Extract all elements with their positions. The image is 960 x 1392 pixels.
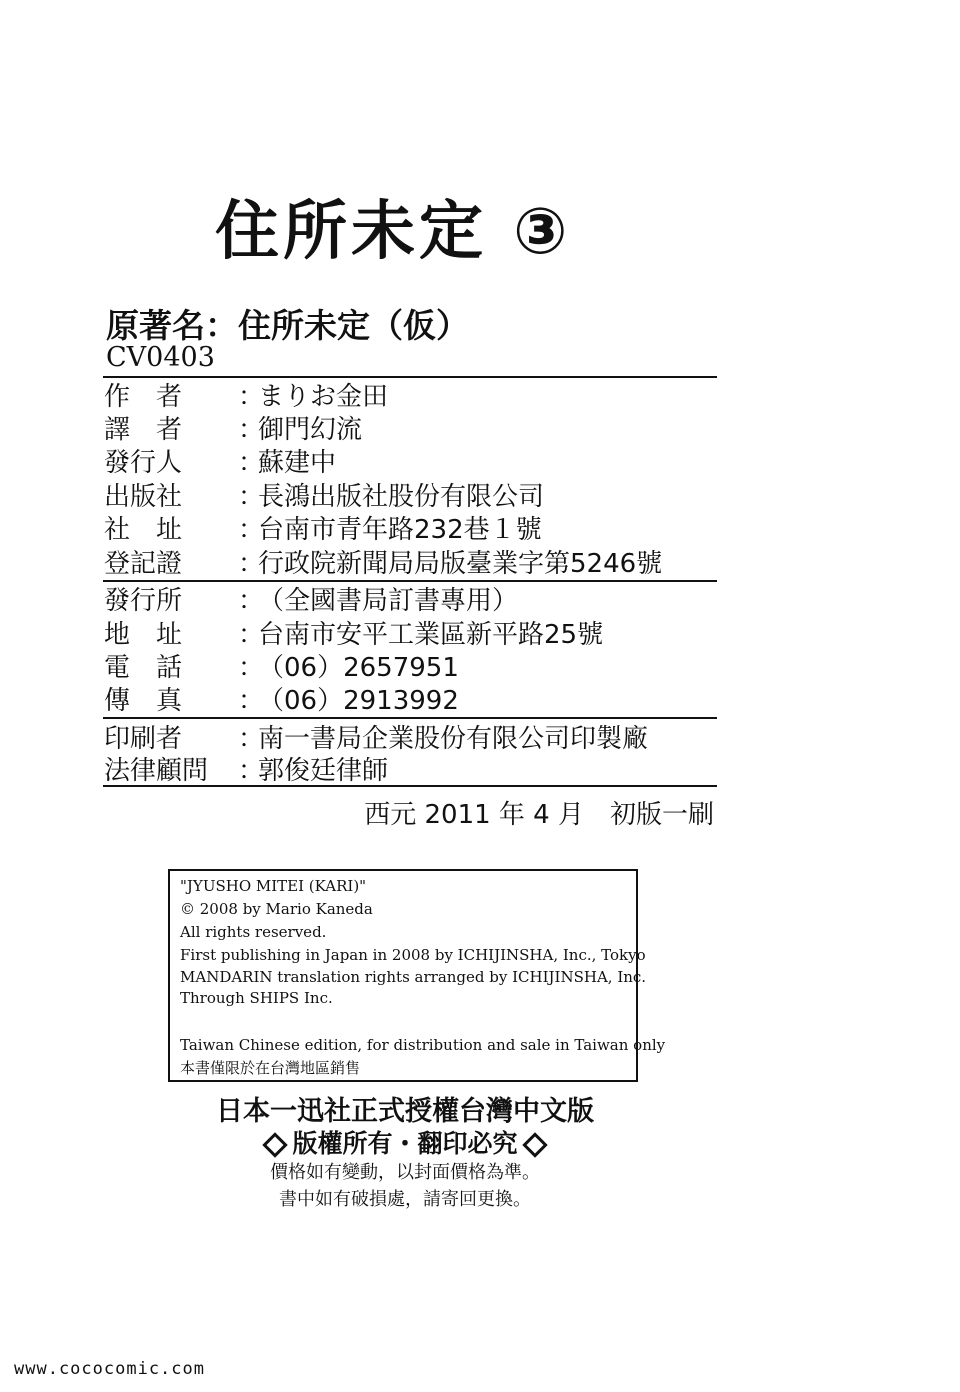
copyright-line: MANDARIN translation rights arranged by ICHIJINSHA, Inc. — [180, 968, 647, 986]
credit-label: 發行人 — [104, 447, 183, 478]
copyright-note-zh: 本書僅限於在台灣地區銷售 — [180, 1059, 361, 1077]
credit-row-publisher-person — [104, 444, 336, 476]
copyright-line: First publishing in Japan in 2008 by ICHIJINSHA, Inc., Tokyo — [180, 946, 646, 964]
copyright-note-en: Taiwan Chinese edition, for distribution and sale in Taiwan only — [180, 1036, 666, 1054]
credit-row-printer — [104, 720, 648, 752]
credit-value: 長鴻出版社股份有限公司 — [258, 481, 545, 512]
book-title: 住所未定 ③ — [215, 195, 572, 269]
credit-label: 譯 者 — [104, 414, 183, 445]
credit-value: （06）2657951 — [258, 652, 459, 683]
copyright-line: "JYUSHO MITEI (KARI)" — [180, 877, 367, 895]
credit-row-legal — [104, 752, 388, 784]
credit-row-registration — [104, 545, 662, 577]
credit-value: （全國書局訂書專用） — [258, 585, 519, 616]
credit-label: 印刷者 — [104, 723, 183, 754]
colon: ： — [238, 685, 265, 716]
credit-label: 發行所 — [104, 585, 183, 616]
publication-date: 西元 2011 年 4 月 初版一刷 — [364, 800, 714, 830]
credit-row-publisher — [104, 478, 544, 510]
damage-notice: 書中如有破損處，請寄回更換。 — [279, 1189, 531, 1210]
credit-value: 台南市青年路232巷１號 — [258, 514, 542, 545]
book-code: CV0403 — [106, 342, 215, 373]
credit-row-phone — [104, 649, 459, 681]
source-watermark: www.cococomic.com — [14, 1359, 205, 1379]
colon: ： — [238, 481, 265, 512]
credit-label: 電 話 — [104, 652, 183, 683]
diamond-icon — [522, 1132, 547, 1157]
credit-row-fax — [104, 682, 459, 714]
credit-value: （06）2913992 — [258, 685, 459, 716]
credit-label: 社 址 — [104, 514, 183, 545]
credit-row-distributor — [104, 582, 518, 614]
credit-row-address — [104, 511, 542, 543]
divider — [103, 785, 717, 787]
credit-value: 行政院新聞局局版臺業字第5246號 — [258, 548, 663, 579]
original-title: 原著名：住所未定（仮） — [106, 306, 469, 345]
rights-statement — [0, 1124, 810, 1160]
credit-label: 地 址 — [104, 619, 183, 650]
diamond-icon — [263, 1132, 288, 1157]
credit-value: 台南市安平工業區新平路25號 — [258, 619, 604, 650]
colon: ： — [238, 652, 265, 683]
copyright-box — [168, 869, 666, 1082]
credit-label: 法律顧問 — [104, 755, 209, 786]
credit-value: 郭俊廷律師 — [258, 755, 389, 786]
colon: ： — [238, 755, 265, 786]
credit-label: 出版社 — [104, 481, 183, 512]
copyright-line: All rights reserved. — [180, 923, 327, 941]
colon: ： — [238, 514, 265, 545]
credit-value: 蘇建中 — [258, 447, 337, 478]
credit-value: まりお金田 — [258, 381, 389, 412]
credit-value: 御門幻流 — [258, 414, 363, 445]
colon: ： — [238, 381, 265, 412]
price-notice: 價格如有變動，以封面價格為準。 — [270, 1162, 540, 1183]
colon: ： — [238, 548, 265, 579]
credit-label: 傳 真 — [104, 685, 183, 716]
credit-row-translator — [104, 411, 362, 443]
colon: ： — [238, 619, 265, 650]
copyright-line: © 2008 by Mario Kaneda — [180, 900, 373, 918]
copyright-line: Through SHIPS Inc. — [180, 989, 333, 1007]
license-statement: 日本一迅社正式授權台灣中文版 — [216, 1096, 594, 1127]
colon: ： — [238, 414, 265, 445]
credit-row-distributor-address — [104, 616, 603, 648]
rights-text: 版權所有・翻印必究 — [292, 1129, 518, 1158]
credit-label: 登記證 — [104, 548, 183, 579]
credit-value: 南一書局企業股份有限公司印製廠 — [258, 723, 649, 754]
credit-label: 作 者 — [104, 381, 183, 412]
credit-row-author — [104, 378, 388, 410]
colon: ： — [238, 447, 265, 478]
colon: ： — [238, 585, 265, 616]
colon: ： — [238, 723, 265, 754]
